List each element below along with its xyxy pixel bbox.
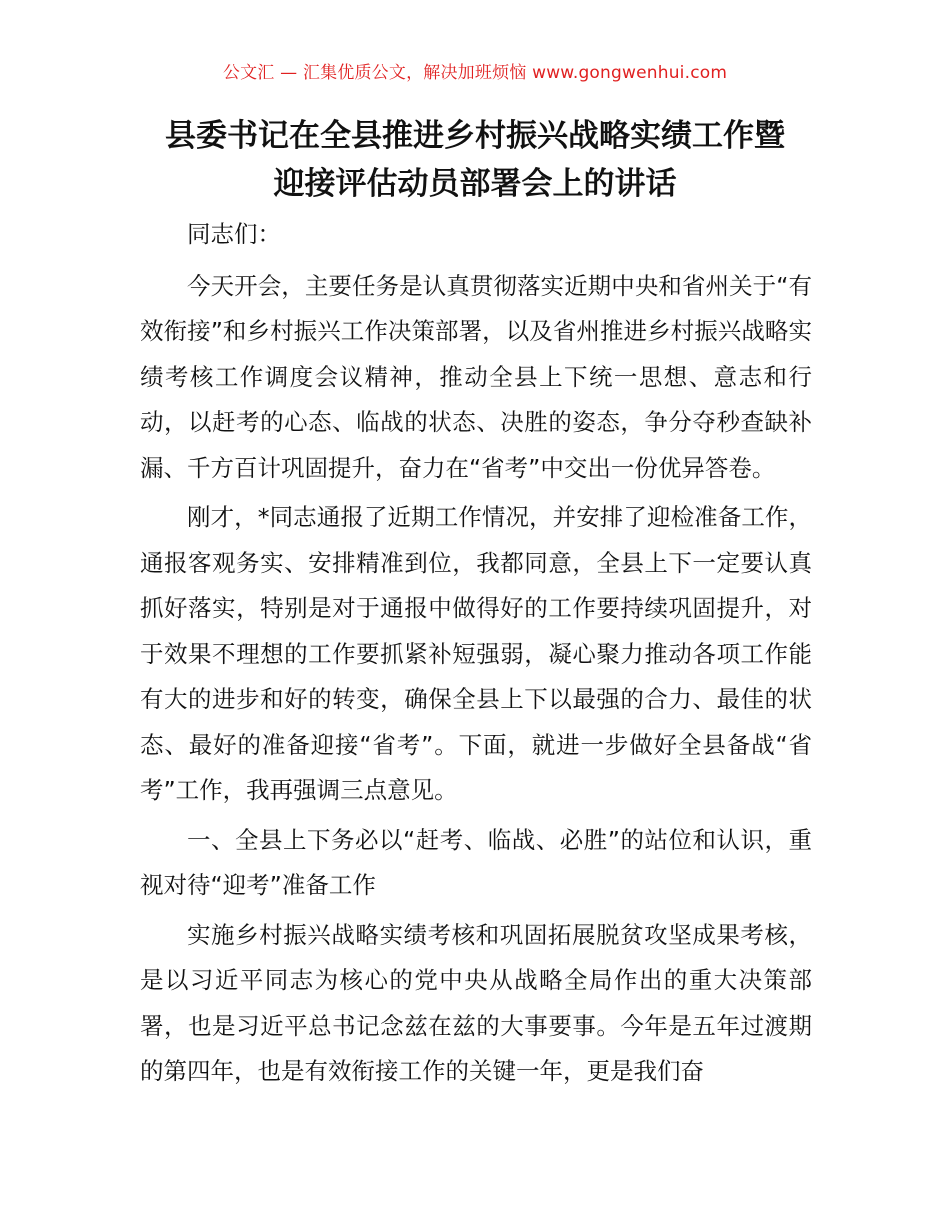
- section-heading: 一、全县上下务必以“赶考、临战、必胜”的站位和认识，重视对待“迎考”准备工作: [140, 825, 812, 899]
- document-body: [140, 212, 812, 1099]
- site-banner: 公文汇 — 汇集优质公文，解决加班烦恼 www.gongwenhui.com: [222, 63, 728, 83]
- paragraph: 刚才，*同志通报了近期工作情况，并安排了迎检准备工作，通报客观务实、安排精准到位，我都同意，全县上下一定要认真抓好落实，特别是对于通报中做得好的工作要持续巩固提升，对于效果不理想的工作要抓紧补短强弱，凝心聚力推动各项工作能有大的进步和好的转变，确保全县上下以最强的合力、最佳的状态、最好的准备迎接“省考”。下面，就进一步做好全县备战“省考”工作，我再强调三点意见。: [140, 503, 812, 804]
- paragraph: 今天开会，主要任务是认真贯彻落实近期中央和省州关于“有效衔接”和乡村振兴工作决策部署，以及省州推进乡村振兴战略实绩考核工作调度会议精神，推动全县上下统一思想、意志和行动，以赶考的心态、临战的状态、决胜的姿态，争分夺秒查缺补漏、千方百计巩固提升，奋力在“省考”中交出一份优异答卷。: [140, 271, 812, 482]
- greeting: 同志们：: [187, 220, 281, 248]
- title-line-2: 迎接评估动员部署会上的讲话: [273, 166, 677, 202]
- document-title: [60, 112, 890, 208]
- paragraph: 实施乡村振兴战略实绩考核和巩固拓展脱贫攻坚成果考核，是以习近平同志为核心的党中央从战略全局作出的重大决策部署，也是习近平总书记念兹在兹的大事要事。今年是五年过渡期的第四年，也是有效衔接工作的关键一年，更是我们奋: [140, 920, 812, 1085]
- title-line-1: 县委书记在全县推进乡村振兴战略实绩工作暨: [165, 118, 785, 154]
